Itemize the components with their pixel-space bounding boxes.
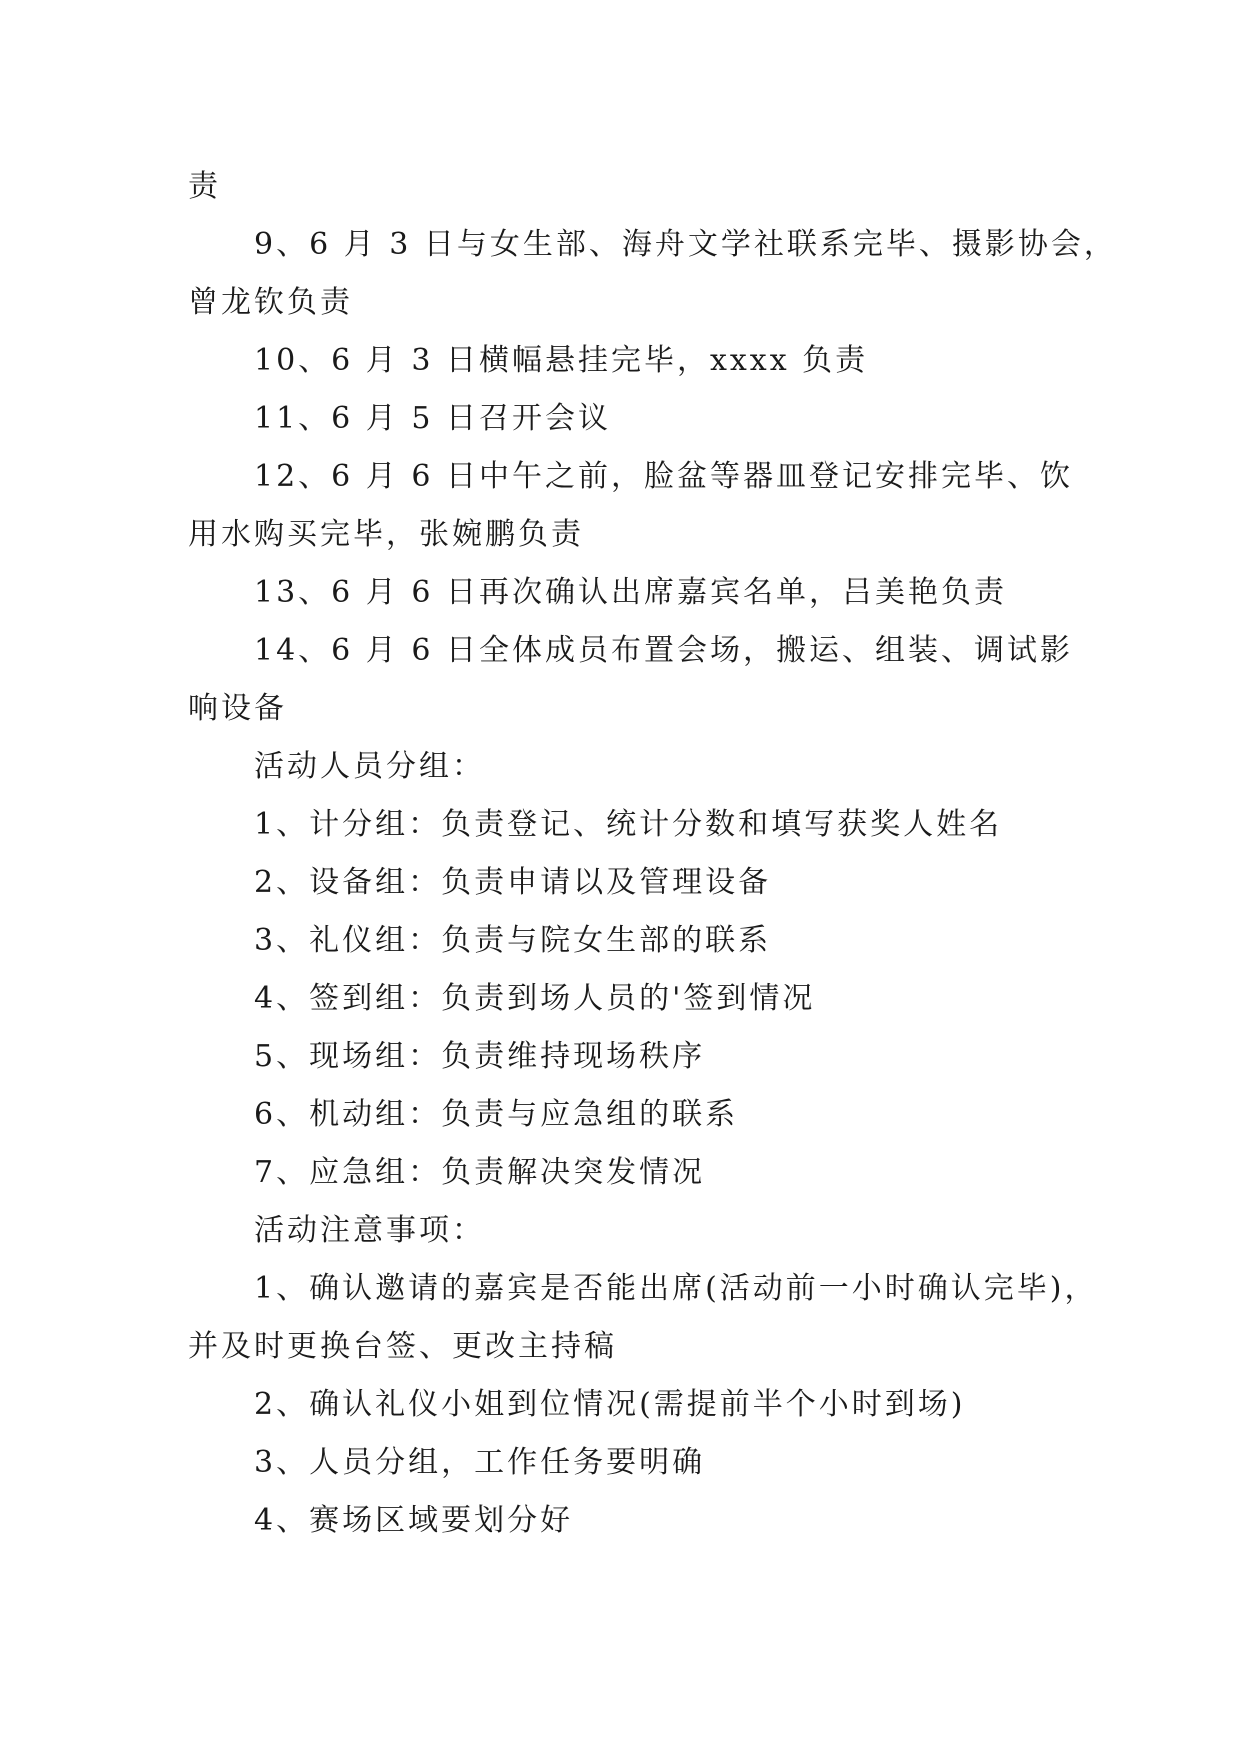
- text-line: 责: [188, 169, 221, 204]
- list-item: 1、计分组：负责登记、统计分数和填写获奖人姓名: [254, 807, 1003, 842]
- list-item: 1、确认邀请的嘉宾是否能出席(活动前一小时确认完毕)，: [254, 1271, 1098, 1306]
- text-line: 11、6 月 5 日召开会议: [254, 401, 611, 436]
- text-line: 响设备: [188, 691, 287, 726]
- list-item: 7、应急组：负责解决突发情况: [254, 1155, 706, 1190]
- list-item: 4、签到组：负责到场人员的'签到情况: [254, 981, 816, 1016]
- list-item: 3、礼仪组：负责与院女生部的联系: [254, 923, 772, 958]
- section-heading: 活动注意事项：: [254, 1213, 485, 1248]
- text-line: 13、6 月 6 日再次确认出席嘉宾名单，吕美艳负责: [254, 575, 1007, 610]
- list-item-continuation: 并及时更换台签、更改主持稿: [188, 1329, 617, 1364]
- text-line: 9、6 月 3 日与女生部、海舟文学社联系完毕、摄影协会，: [254, 227, 1117, 262]
- list-item: 5、现场组：负责维持现场秩序: [254, 1039, 706, 1074]
- list-item: 3、人员分组，工作任务要明确: [254, 1445, 706, 1480]
- text-line: 用水购买完毕，张婉鹏负责: [188, 517, 584, 552]
- text-line: 12、6 月 6 日中午之前，脸盆等器皿登记安排完毕、饮: [254, 459, 1073, 494]
- text-line: 14、6 月 6 日全体成员布置会场，搬运、组装、调试影: [254, 633, 1073, 668]
- text-line: 曾龙钦负责: [188, 285, 353, 320]
- list-item: 4、赛场区域要划分好: [254, 1503, 574, 1538]
- document-body: [188, 158, 1117, 1550]
- text-line: 10、6 月 3 日横幅悬挂完毕，xxxx 负责: [254, 343, 869, 378]
- section-heading: 活动人员分组：: [254, 749, 485, 784]
- list-item: 6、机动组：负责与应急组的联系: [254, 1097, 739, 1132]
- list-item: 2、确认礼仪小姐到位情况(需提前半个小时到场): [254, 1387, 966, 1422]
- list-item: 2、设备组：负责申请以及管理设备: [254, 865, 772, 900]
